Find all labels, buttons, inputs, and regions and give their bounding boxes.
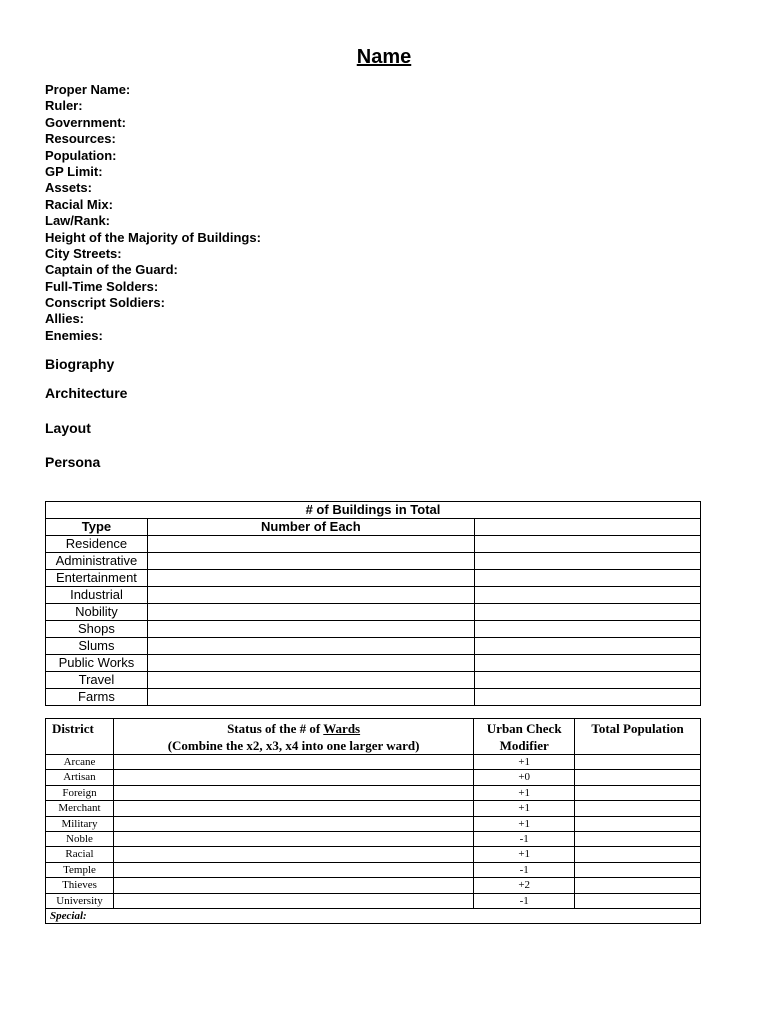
table-row — [46, 832, 701, 847]
table-row — [46, 770, 701, 785]
table-row — [46, 816, 701, 831]
building-type-cell: Nobility — [46, 604, 148, 621]
table-row — [46, 785, 701, 800]
building-type-cell: Farms — [46, 689, 148, 706]
table-row — [46, 801, 701, 816]
district-name-cell: Temple — [46, 862, 114, 877]
table-row — [46, 755, 701, 770]
building-type-cell: Industrial — [46, 587, 148, 604]
col-header-district: District — [46, 719, 114, 755]
district-name-cell: Military — [46, 816, 114, 831]
ward-status-cell — [113, 893, 473, 908]
urban-modifier-cell: +1 — [474, 801, 575, 816]
urban-modifier-cell: -1 — [474, 832, 575, 847]
number-of-each-cell — [147, 621, 474, 638]
section-biography: Biography — [45, 356, 115, 372]
table-row — [46, 553, 701, 570]
field-government: Government: — [45, 114, 126, 130]
empty-cell — [474, 604, 700, 621]
col-header-urban-check: Urban Check Modifier — [474, 719, 575, 755]
field-enemies: Enemies: — [45, 327, 103, 343]
urban-modifier-cell: +1 — [474, 755, 575, 770]
field-city-streets: City Streets: — [45, 245, 122, 261]
table-row — [46, 689, 701, 706]
number-of-each-cell — [147, 604, 474, 621]
building-type-cell: Slums — [46, 638, 148, 655]
empty-cell — [474, 570, 700, 587]
ward-status-cell — [113, 785, 473, 800]
total-population-cell — [575, 878, 701, 893]
total-population-cell — [575, 816, 701, 831]
table-row — [46, 604, 701, 621]
empty-cell — [474, 621, 700, 638]
number-of-each-cell — [147, 689, 474, 706]
building-type-cell: Travel — [46, 672, 148, 689]
empty-cell — [474, 587, 700, 604]
total-population-cell — [575, 770, 701, 785]
urban-modifier-cell: +2 — [474, 878, 575, 893]
table-row — [46, 655, 701, 672]
empty-header-cell — [474, 519, 700, 536]
table-row — [46, 893, 701, 908]
empty-cell — [474, 689, 700, 706]
building-type-cell: Public Works — [46, 655, 148, 672]
building-type-cell: Administrative — [46, 553, 148, 570]
table-row — [46, 638, 701, 655]
district-name-cell: Racial — [46, 847, 114, 862]
col-header-type: Type — [46, 519, 148, 536]
field-population: Population: — [45, 147, 117, 163]
district-name-cell: Merchant — [46, 801, 114, 816]
total-population-cell — [575, 832, 701, 847]
number-of-each-cell — [147, 587, 474, 604]
field-assets: Assets: — [45, 180, 92, 196]
building-type-cell: Shops — [46, 621, 148, 638]
field-allies: Allies: — [45, 311, 85, 327]
field-gp-limit: GP Limit: — [45, 163, 103, 179]
section-layout: Layout — [45, 420, 91, 436]
field-racial-mix: Racial Mix: — [45, 196, 113, 212]
empty-cell — [474, 655, 700, 672]
field-list — [45, 82, 261, 344]
empty-cell — [474, 536, 700, 553]
urban-modifier-cell: +1 — [474, 785, 575, 800]
col-header-total-population: Total Population — [575, 719, 701, 755]
ward-status-cell — [113, 816, 473, 831]
field-ruler: Ruler: — [45, 98, 83, 114]
buildings-table-title: # of Buildings in Total — [46, 502, 701, 519]
field-conscript-soldiers: Conscript Soldiers: — [45, 295, 165, 311]
district-name-cell: Noble — [46, 832, 114, 847]
urban-modifier-cell: +1 — [474, 816, 575, 831]
empty-cell — [474, 638, 700, 655]
total-population-cell — [575, 785, 701, 800]
field-law-rank: Law/Rank: — [45, 213, 111, 229]
number-of-each-cell — [147, 570, 474, 587]
page-title: Name — [356, 46, 412, 68]
table-row — [46, 536, 701, 553]
field-proper-name: Proper Name: — [45, 82, 131, 97]
building-type-cell: Residence — [46, 536, 148, 553]
district-name-cell: Artisan — [46, 770, 114, 785]
number-of-each-cell — [147, 638, 474, 655]
table-row — [46, 847, 701, 862]
number-of-each-cell — [147, 553, 474, 570]
number-of-each-cell — [147, 536, 474, 553]
urban-modifier-cell: +0 — [474, 770, 575, 785]
table-row — [46, 862, 701, 877]
table-row — [46, 621, 701, 638]
ward-status-cell — [113, 755, 473, 770]
number-of-each-cell — [147, 655, 474, 672]
ward-status-cell — [113, 801, 473, 816]
table-row — [46, 570, 701, 587]
empty-cell — [474, 672, 700, 689]
total-population-cell — [575, 862, 701, 877]
special-row: Special: — [46, 909, 701, 924]
total-population-cell — [575, 893, 701, 908]
number-of-each-cell — [147, 672, 474, 689]
field-captain-of-guard: Captain of the Guard: — [45, 262, 178, 278]
field-resources: Resources: — [45, 131, 116, 147]
buildings-table — [45, 501, 701, 706]
ward-status-cell — [113, 847, 473, 862]
urban-modifier-cell: +1 — [474, 847, 575, 862]
ward-status-cell — [113, 878, 473, 893]
section-persona: Persona — [45, 454, 101, 470]
district-name-cell: Foreign — [46, 785, 114, 800]
district-name-cell: University — [46, 893, 114, 908]
field-full-time-soldiers: Full-Time Solders: — [45, 278, 159, 294]
district-table — [45, 718, 701, 924]
building-type-cell: Entertainment — [46, 570, 148, 587]
district-name-cell: Thieves — [46, 878, 114, 893]
district-name-cell: Arcane — [46, 755, 114, 770]
ward-status-cell — [113, 832, 473, 847]
col-header-number: Number of Each — [147, 519, 474, 536]
table-row — [46, 878, 701, 893]
urban-modifier-cell: -1 — [474, 893, 575, 908]
total-population-cell — [575, 801, 701, 816]
ward-status-cell — [113, 770, 473, 785]
field-building-height: Height of the Majority of Buildings: — [45, 229, 261, 245]
ward-status-cell — [113, 862, 473, 877]
total-population-cell — [575, 847, 701, 862]
table-row — [46, 587, 701, 604]
table-row — [46, 672, 701, 689]
empty-cell — [474, 553, 700, 570]
section-architecture: Architecture — [45, 385, 128, 401]
col-header-status: Status of the # of Wards (Combine the x2, x3, x4 into one larger ward) — [113, 719, 473, 755]
total-population-cell — [575, 755, 701, 770]
urban-modifier-cell: -1 — [474, 862, 575, 877]
